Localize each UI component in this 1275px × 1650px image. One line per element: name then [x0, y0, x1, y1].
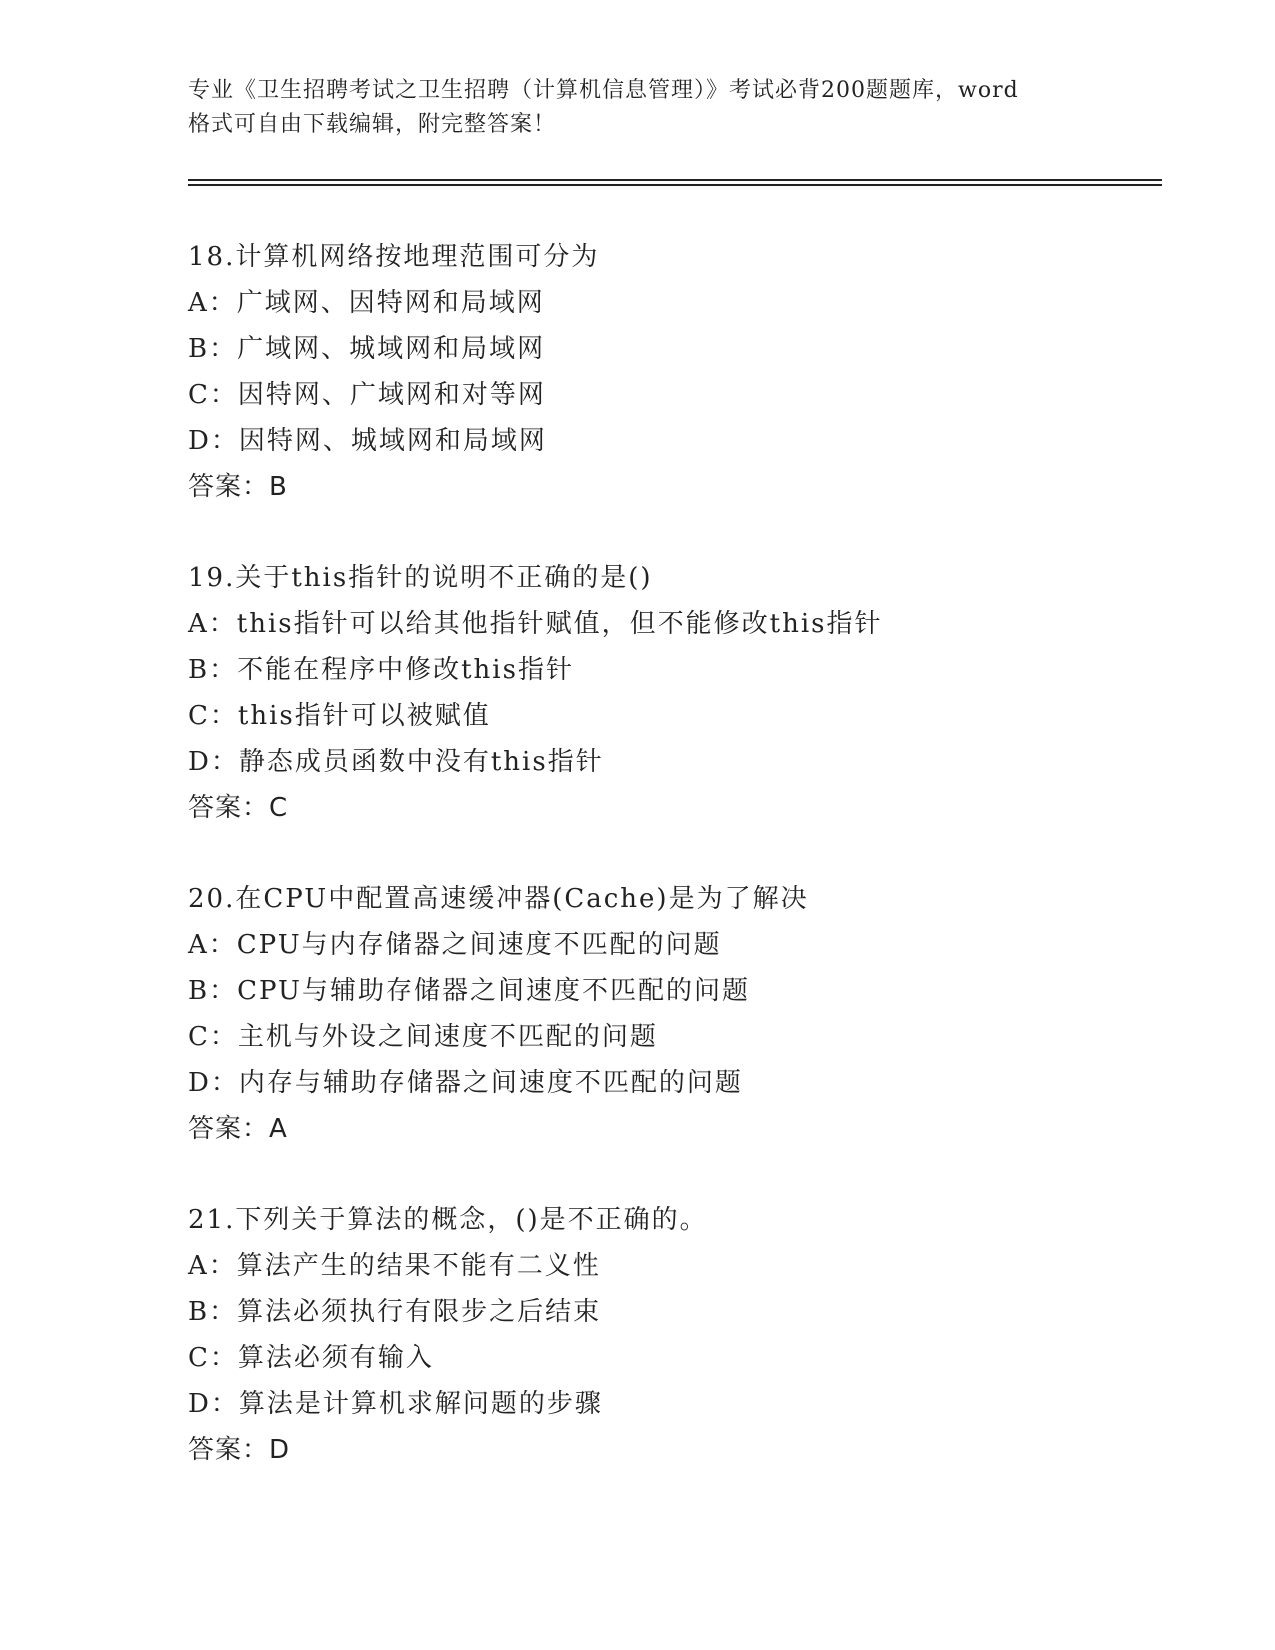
header-line-1: 专业《卫生招聘考试之卫生招聘（计算机信息管理）》考试必背200题题库，word — [188, 78, 1019, 103]
option-d: D：内存与辅助存储器之间速度不匹配的问题 — [188, 1068, 743, 1098]
header-line-2: 格式可自由下载编辑，附完整答案！ — [188, 112, 557, 137]
option-d: D：静态成员函数中没有this指针 — [188, 747, 604, 777]
question-stem: 21.下列关于算法的概念，()是不正确的。 — [188, 1205, 708, 1235]
option-a: A：广域网、因特网和局域网 — [188, 288, 545, 318]
option-a: A：算法产生的结果不能有二义性 — [188, 1251, 601, 1281]
header-divider-top — [188, 179, 1162, 181]
question-21 — [188, 1197, 1188, 1473]
document-header — [188, 74, 1108, 142]
option-b: B：不能在程序中修改this指针 — [188, 655, 574, 685]
question-stem: 19.关于this指针的说明不正确的是() — [188, 563, 653, 593]
question-19 — [188, 555, 1188, 831]
option-b: B：算法必须执行有限步之后结束 — [188, 1297, 602, 1327]
answer: 答案：D — [188, 1435, 291, 1465]
option-a: A：this指针可以给其他指针赋值，但不能修改this指针 — [188, 609, 883, 639]
option-a: A：CPU与内存储器之间速度不匹配的问题 — [188, 930, 722, 960]
option-c: C：因特网、广域网和对等网 — [188, 380, 546, 410]
option-d: D：算法是计算机求解问题的步骤 — [188, 1389, 603, 1419]
header-divider-bottom — [188, 184, 1162, 186]
option-c: C：算法必须有输入 — [188, 1343, 434, 1373]
option-c: C：this指针可以被赋值 — [188, 701, 491, 731]
option-d: D：因特网、城域网和局域网 — [188, 426, 547, 456]
question-stem: 18.计算机网络按地理范围可分为 — [188, 242, 600, 272]
option-b: B：广域网、城域网和局域网 — [188, 334, 546, 364]
option-c: C：主机与外设之间速度不匹配的问题 — [188, 1022, 658, 1052]
question-18 — [188, 234, 1188, 510]
answer: 答案：C — [188, 793, 289, 823]
option-b: B：CPU与辅助存储器之间速度不匹配的问题 — [188, 976, 750, 1006]
answer: 答案：A — [188, 1114, 288, 1144]
question-20 — [188, 876, 1188, 1152]
question-stem: 20.在CPU中配置高速缓冲器(Cache)是为了解决 — [188, 884, 809, 914]
answer: 答案：B — [188, 472, 288, 502]
